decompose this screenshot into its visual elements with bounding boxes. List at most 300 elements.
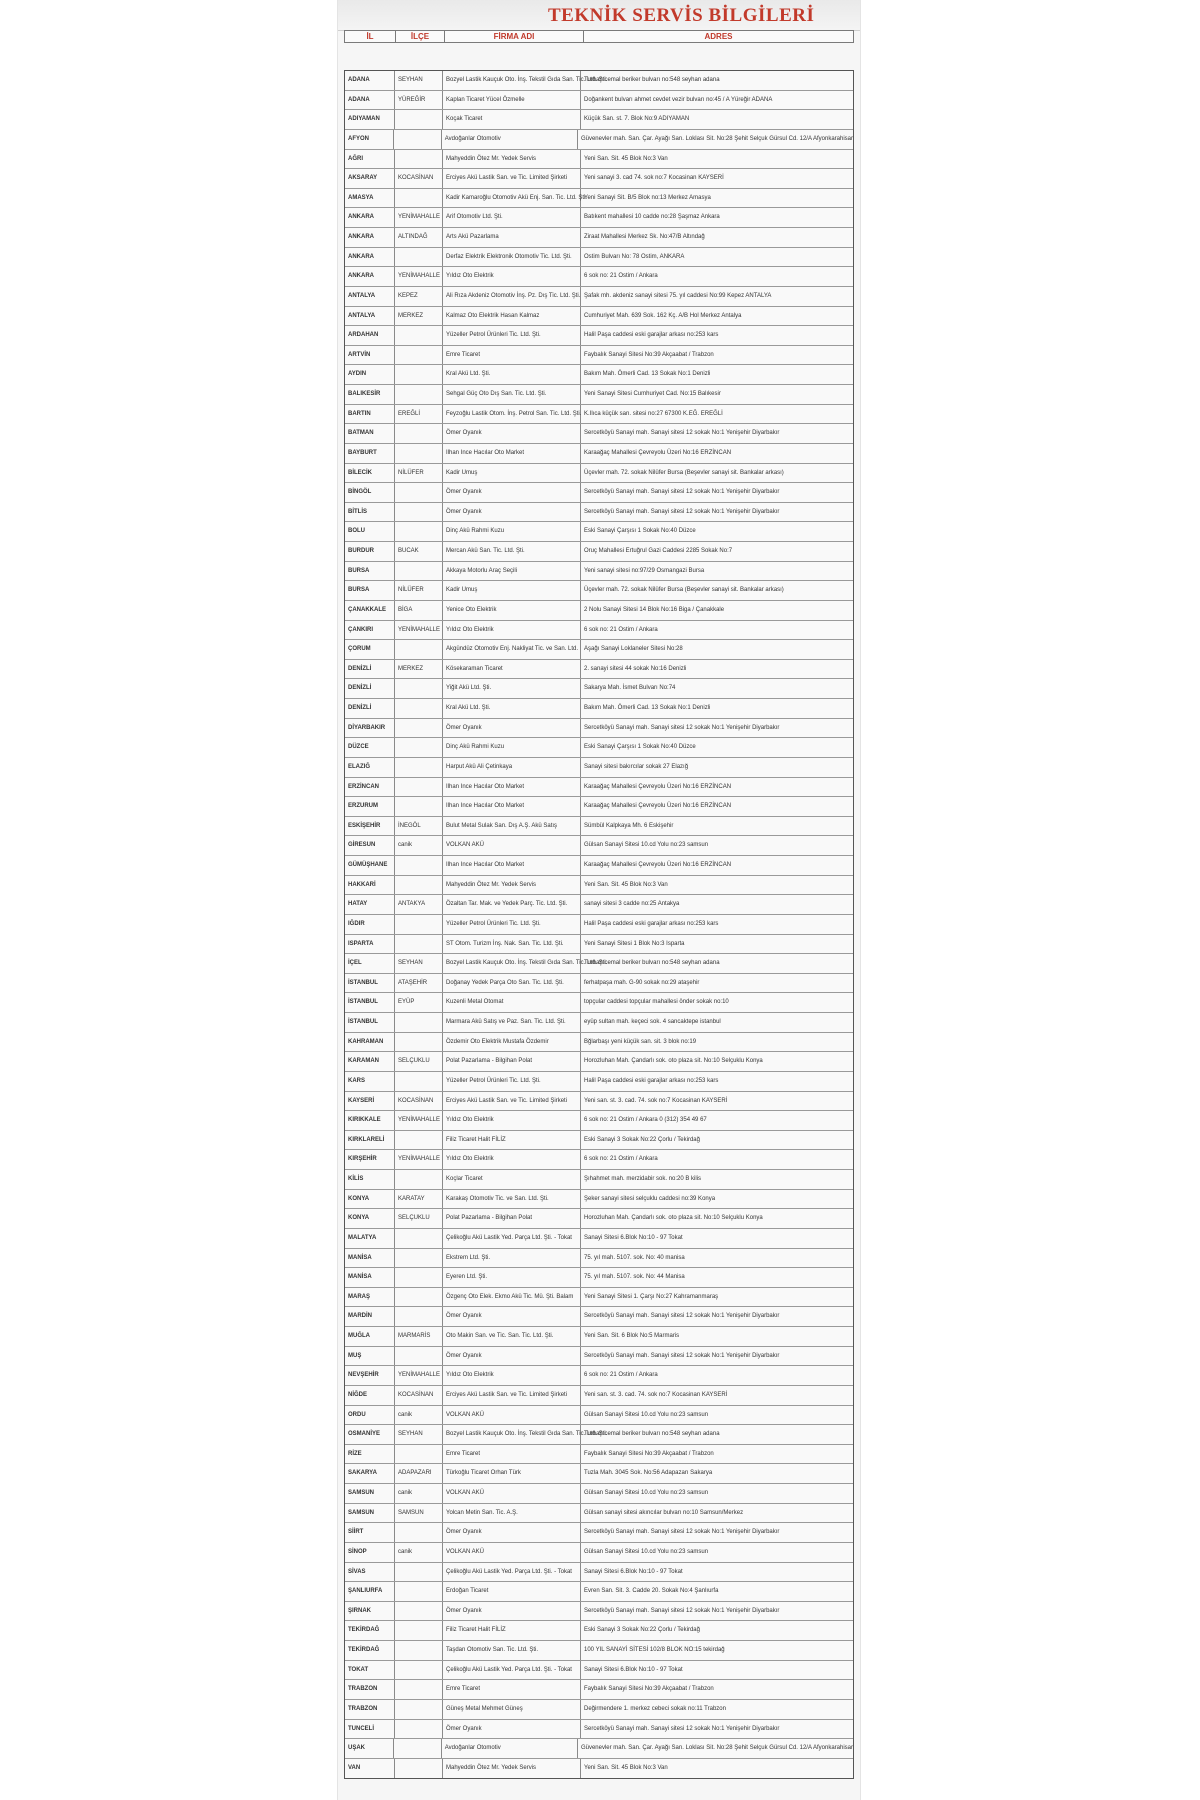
- table-row: [345, 542, 853, 562]
- cell-ilce: ALTINDAĞ: [395, 228, 443, 247]
- cell-firma-adi: Emre Ticaret: [443, 1445, 581, 1464]
- cell-il: GÜMÜŞHANE: [345, 856, 395, 875]
- cell-adres: Yeni Sanayi Sitesi Cumhuriyet Cad. No:15 Balıkesir: [584, 391, 721, 397]
- table-row: [345, 287, 853, 307]
- cell-ilce: [395, 1072, 443, 1091]
- cell-il: HAKKARİ: [345, 876, 395, 895]
- cell-adres: Şeker sanayi sitesi selçuklu caddesi no:39 Konya: [584, 1195, 716, 1202]
- cell-adres: Oruç Mahallesi Ertuğrul Gazi Caddesi 2285 Sokak No:7: [584, 548, 733, 554]
- cell-il: SİNOP: [345, 1543, 395, 1562]
- cell-ilce: [395, 797, 443, 816]
- cell-firma-adi: Polat Pazarlama - Bilgihan Polat: [443, 1209, 581, 1228]
- cell-adres: Değirmendere 1. merkez cebeci sokak no:11 Trabzon: [584, 1705, 726, 1712]
- cell-adres: Yeni Sanayi Sitesi 1. Çarşı No:27 Kahramanmaraş: [584, 1293, 719, 1300]
- table-row: [345, 1386, 853, 1406]
- cell-il: MALATYA: [345, 1229, 395, 1248]
- cell-adres: Bakım Mah. Ömerli Cad. 13 Sokak No:1 Denizli: [584, 371, 711, 378]
- cell-ilce: canik: [395, 1406, 443, 1425]
- cell-ilce: [395, 679, 443, 698]
- cell-ilce: [395, 424, 443, 443]
- cell-adres: Sercetköyü Sanayi mah. Sanayi sitesi 12 sokak No:1 Yenişehir Diyarbakır: [584, 508, 780, 515]
- cell-ilce: canik: [395, 1543, 443, 1562]
- cell-il: DİYARBAKIR: [345, 719, 395, 738]
- cell-firma-adi: Arts Akü Pazarlama: [443, 228, 581, 247]
- cell-firma-adi: Akkaya Motorlu Araç Seçili: [443, 562, 581, 581]
- cell-firma-adi: Ömer Oyanık: [443, 483, 581, 502]
- cell-il: KONYA: [345, 1209, 395, 1228]
- cell-adres: Aşağı Sanayi Loklaneler Sitesi No:28: [584, 646, 683, 653]
- cell-adres: Tuzla Mah. 3045 Sok. No:56 Adapazarı Sakarya: [584, 1470, 713, 1477]
- table-row: [345, 1072, 853, 1092]
- table-row: [345, 1621, 853, 1641]
- cell-firma-adi: Özgenç Oto Elek. Ekmo Akü Tic. Mü. Şti. Balam: [443, 1288, 581, 1307]
- cell-ilce: [395, 915, 443, 934]
- cell-firma-adi: Doğanay Yedek Parça Oto San. Tic. Ltd. Şti.: [443, 974, 581, 993]
- cell-adres: Gülsan sanayi sitesi akıncılar bulvarı no:10 Samsun/Merkez: [584, 1509, 744, 1516]
- cell-firma-adi: VOLKAN AKÜ: [443, 1543, 581, 1562]
- table-row: [345, 1661, 853, 1681]
- cell-firma-adi: Erciyes Akü Lastik San. ve Tic. Limited Şirketi: [443, 1092, 581, 1111]
- table-row: [345, 935, 853, 955]
- cell-adres: Turhan cemal beriker bulvarı no:548 seyhan adana: [584, 960, 720, 967]
- table-row: [345, 71, 853, 91]
- cell-firma-adi: Koçlar Ticaret: [443, 1170, 581, 1189]
- cell-firma-adi: Kral Akü Ltd. Şti.: [443, 699, 581, 718]
- cell-adres: Ziraat Mahallesi Merkez Sk. No:47/B Altındağ: [584, 234, 705, 240]
- table-row: [345, 444, 853, 464]
- cell-adres: Yeni San. Sit. 45 Blok No:3 Van: [584, 881, 668, 888]
- cell-firma-adi: Bozyel Lastik Kauçuk Oto. İnş. Tekstil Gıda San. Tic. Ltd. Şti.: [443, 954, 581, 973]
- table-row: [345, 1582, 853, 1602]
- cell-il: MUŞ: [345, 1347, 395, 1366]
- cell-ilce: ATAŞEHİR: [395, 974, 443, 993]
- table-row: [345, 110, 853, 130]
- cell-firma-adi: Akgündüz Otomotiv Enj. Nakliyat Tic. ve San. Ltd.: [443, 640, 581, 659]
- cell-adres: topçular caddesi topçular mahallesi önder sokak no:10: [584, 999, 729, 1006]
- table-row: [345, 1052, 853, 1072]
- cell-adres: Horozluhan Mah. Çandarlı sok. oto plaza sit. No:10 Selçuklu Konya: [584, 1215, 763, 1222]
- table-row: [345, 1641, 853, 1661]
- cell-firma-adi: Filiz Ticaret Halit FİLİZ: [443, 1621, 581, 1640]
- table-row: [345, 915, 853, 935]
- cell-adres: 100 YIL SANAYİ SİTESİ 102/8 BLOK NO:15 tekirdağ: [584, 1647, 725, 1653]
- table-row: [345, 1366, 853, 1386]
- cell-firma-adi: Çelikoğlu Akü Lastik Yed. Parça Ltd. Şti. - Tokat: [443, 1661, 581, 1680]
- cell-il: TEKİRDAĞ: [345, 1621, 395, 1640]
- cell-il: ÇANAKKALE: [345, 601, 395, 620]
- table-row: [345, 1720, 853, 1740]
- cell-adres: Sercetköyü Sanayi mah. Sanayi sitesi 12 sokak No:1 Yenişehir Diyarbakır: [584, 1725, 780, 1732]
- cell-ilce: [395, 738, 443, 757]
- cell-adres: Sanayi sitesi bakırcılar sokak 27 Elazığ: [584, 763, 689, 770]
- cell-adres: Eski Sanayi Çarşısı 1 Sokak No:40 Düzce: [584, 528, 696, 535]
- cell-ilce: [395, 876, 443, 895]
- table-row: [345, 699, 853, 719]
- cell-il: NİĞDE: [345, 1386, 395, 1405]
- cell-adres: Faybalık Sanayi Sitesi No:39 Akçaabat / Trabzon: [584, 351, 714, 358]
- cell-ilce: NİLÜFER: [395, 464, 443, 483]
- cell-adres: Sakarya Mah. İsmet Bulvarı No:74: [584, 685, 676, 692]
- cell-ilce: ADAPAZARI: [395, 1464, 443, 1483]
- cell-firma-adi: Yiğit Akü Ltd. Şti.: [443, 679, 581, 698]
- cell-il: ORDU: [345, 1406, 395, 1425]
- table-row: [345, 1111, 853, 1131]
- cell-il: ANKARA: [345, 267, 395, 286]
- cell-adres: K.Ilıca küçük san. sitesi no:27 67300 K.EĞ. EREĞLİ: [584, 410, 723, 417]
- cell-il: BURSA: [345, 562, 395, 581]
- cell-adres: sanayi sitesi 3 cadde no:25 Antakya: [584, 901, 680, 908]
- cell-firma-adi: Yıldız Oto Elektrik: [443, 1366, 581, 1385]
- cell-il: BARTIN: [345, 405, 395, 424]
- cell-il: BURDUR: [345, 542, 395, 561]
- cell-firma-adi: Yüzeller Petrol Ürünleri Tic. Ltd. Şti.: [443, 915, 581, 934]
- cell-il: TRABZON: [345, 1680, 395, 1699]
- cell-firma-adi: Ilhan Ince Hacılar Oto Market: [443, 856, 581, 875]
- table-row: [345, 817, 853, 837]
- cell-il: MARAŞ: [345, 1288, 395, 1307]
- table-row: [345, 1523, 853, 1543]
- table-row: [345, 522, 853, 542]
- cell-ilce: [395, 1033, 443, 1052]
- cell-firma-adi: Ilhan Ince Hacılar Oto Market: [443, 444, 581, 463]
- table-row: [345, 778, 853, 798]
- table-row: [345, 1131, 853, 1151]
- cell-firma-adi: Erdoğan Ticaret: [443, 1582, 581, 1601]
- cell-adres: Doğankent bulvarı ahmet cevdet vezir bulvarı no:45 / A Yüreğir ADANA: [584, 96, 773, 103]
- cell-il: ÇANKIRI: [345, 621, 395, 640]
- cell-firma-adi: Yenice Oto Elektrik: [443, 601, 581, 620]
- table-row: [345, 91, 853, 111]
- document-sheet: [338, 0, 860, 1800]
- header-ilce: İLÇE: [396, 31, 445, 42]
- cell-firma-adi: Avdoğanlar Otomotiv: [442, 130, 578, 149]
- table-row: [345, 1406, 853, 1426]
- cell-firma-adi: VOLKAN AKÜ: [443, 1484, 581, 1503]
- cell-il: TEKİRDAĞ: [345, 1641, 395, 1660]
- cell-adres: ferhatpaşa mah. G-90 sokak no:29 ataşehir: [584, 979, 700, 986]
- cell-il: DENİZLİ: [345, 699, 395, 718]
- cell-il: BURSA: [345, 581, 395, 600]
- cell-adres: Şıhahmet mah. merzidabir sok. no:20 B kilis: [584, 1176, 702, 1182]
- cell-adres: Turhan cemal beriker bulvarı no:548 seyhan adana: [584, 77, 720, 83]
- cell-ilce: YENİMAHALLE: [395, 267, 443, 286]
- cell-il: SİVAS: [345, 1563, 395, 1582]
- cell-adres: 6 sok no: 21 Ostim / Ankara: [584, 1156, 658, 1163]
- cell-ilce: BİGA: [395, 601, 443, 620]
- cell-il: ERZİNCAN: [345, 778, 395, 797]
- service-table: [344, 70, 854, 1779]
- cell-ilce: [395, 1288, 443, 1307]
- cell-il: TUNCELİ: [345, 1720, 395, 1739]
- cell-firma-adi: Derfaz Elektrik Elektronik Otomotiv Tic. Ltd. Şti.: [443, 248, 581, 267]
- table-row: [345, 1013, 853, 1033]
- cell-ilce: [395, 1131, 443, 1150]
- table-row: [345, 346, 853, 366]
- cell-firma-adi: Koçak Ticaret: [443, 110, 581, 129]
- header-firma-adi: FİRMA ADI: [445, 31, 584, 42]
- cell-il: ŞIRNAK: [345, 1602, 395, 1621]
- table-row: [345, 895, 853, 915]
- cell-ilce: KARATAY: [395, 1190, 443, 1209]
- table-row: [345, 326, 853, 346]
- cell-firma-adi: Kadir Umuş: [443, 581, 581, 600]
- cell-il: BATMAN: [345, 424, 395, 443]
- table-row: [345, 1209, 853, 1229]
- cell-il: ARTVİN: [345, 346, 395, 365]
- table-row: [345, 954, 853, 974]
- cell-firma-adi: Eyeren Ltd. Şti.: [443, 1268, 581, 1287]
- cell-firma-adi: Yıldız Oto Elektrik: [443, 1150, 581, 1169]
- cell-il: BOLU: [345, 522, 395, 541]
- cell-adres: Faybalık Sanayi Sitesi No:39 Akçaabat / Trabzon: [584, 1686, 714, 1693]
- cell-firma-adi: Özaltan Tar. Mak. ve Yedek Parç. Tic. Ltd. Şti.: [443, 895, 581, 914]
- cell-firma-adi: Güneş Metal Mehmet Güneş: [443, 1700, 581, 1719]
- table-row: [345, 483, 853, 503]
- cell-ilce: [395, 719, 443, 738]
- cell-il: ISPARTA: [345, 935, 395, 954]
- cell-il: KONYA: [345, 1190, 395, 1209]
- cell-il: MANİSA: [345, 1249, 395, 1268]
- cell-il: TRABZON: [345, 1700, 395, 1719]
- cell-il: SİİRT: [345, 1523, 395, 1542]
- cell-il: AĞRI: [345, 150, 395, 169]
- cell-adres: 6 sok no: 21 Ostim / Ankara: [584, 626, 658, 633]
- table-row: [345, 1504, 853, 1524]
- table-row: [345, 1249, 853, 1269]
- cell-firma-adi: Ali Rıza Akdeniz Otomotiv İnş. Pz. Dış Tic. Ltd. Şti.: [443, 287, 581, 306]
- cell-adres: Gülsan Sanayi Sitesi 10.cd Yolu no:23 samsun: [584, 842, 709, 849]
- cell-ilce: [395, 522, 443, 541]
- cell-adres: Yeni san. st. 3. cad. 74. sok no:7 Kocasinan KAYSERİ: [584, 1391, 728, 1398]
- cell-ilce: YENİMAHALLE: [395, 621, 443, 640]
- table-row: [345, 307, 853, 327]
- cell-firma-adi: Yüzeller Petrol Ürünleri Tic. Ltd. Şti.: [443, 1072, 581, 1091]
- cell-il: BİLECİK: [345, 464, 395, 483]
- cell-adres: 75. yıl mah. 5107. sok. No: 40 manisa: [584, 1254, 685, 1261]
- cell-firma-adi: Bulut Metal Sulak San. Dış A.Ş. Akü Satış: [443, 817, 581, 836]
- table-row: [345, 189, 853, 209]
- table-row: [345, 1445, 853, 1465]
- cell-firma-adi: Emre Ticaret: [443, 346, 581, 365]
- cell-firma-adi: Ömer Oyanık: [443, 1720, 581, 1739]
- cell-firma-adi: Yıldız Oto Elektrik: [443, 267, 581, 286]
- cell-ilce: [395, 326, 443, 345]
- cell-il: GİRESUN: [345, 836, 395, 855]
- cell-ilce: İNEGÖL: [395, 817, 443, 836]
- cell-ilce: [395, 189, 443, 208]
- cell-adres: Yeni San. Sit. 45 Blok No:3 Van: [584, 155, 668, 162]
- cell-ilce: YÜREĞİR: [395, 91, 443, 110]
- cell-ilce: [395, 1249, 443, 1268]
- cell-ilce: MARMARİS: [395, 1327, 443, 1346]
- cell-firma-adi: Ömer Oyanık: [443, 1347, 581, 1366]
- cell-firma-adi: Çelikoğlu Akü Lastik Yed. Parça Ltd. Şti. - Tokat: [443, 1563, 581, 1582]
- cell-il: SAMSUN: [345, 1484, 395, 1503]
- cell-firma-adi: Oto Makin San. ve Tic. San. Tic. Ltd. Şti.: [443, 1327, 581, 1346]
- cell-firma-adi: Erciyes Akü Lastik San. ve Tic. Limited Şirketi: [443, 1386, 581, 1405]
- cell-il: DENİZLİ: [345, 660, 395, 679]
- table-row: [345, 1190, 853, 1210]
- cell-ilce: [394, 1739, 441, 1758]
- cell-adres: Eski Sanayi 3 Sokak No:22 Çorlu / Tekirdağ: [584, 1136, 700, 1143]
- cell-ilce: [395, 1582, 443, 1601]
- cell-adres: Karaağaç Mahallesi Çevreyolu Üzeri No:16 ERZİNCAN: [584, 449, 732, 456]
- table-row: [345, 758, 853, 778]
- cell-adres: Bakım Mah. Ömerli Cad. 13 Sokak No:1 Denizli: [584, 705, 711, 711]
- table-row: [345, 248, 853, 268]
- cell-adres: Gülsan Sanayi Sitesi 10.cd Yolu no:23 samsun: [584, 1490, 709, 1496]
- cell-ilce: KOCASİNAN: [395, 169, 443, 188]
- cell-firma-adi: Yüzeller Petrol Ürünleri Tic. Ltd. Şti.: [443, 326, 581, 345]
- cell-firma-adi: Avdoğanlar Otomotiv: [442, 1739, 578, 1758]
- cell-ilce: SELÇUKLU: [395, 1209, 443, 1228]
- cell-firma-adi: VOLKAN AKÜ: [443, 1406, 581, 1425]
- table-row: [345, 1288, 853, 1308]
- cell-adres: Güvenevler mah. San. Çar. Ayağı San. Loklası Sit. No:28 Şehit Selçuk Gürsul Cd. 12/A Afyonkarahisar: [580, 1745, 853, 1752]
- cell-il: SAKARYA: [345, 1464, 395, 1483]
- cell-firma-adi: Türkoğlu Ticaret Orhan Türk: [443, 1464, 581, 1483]
- table-row: [345, 130, 853, 150]
- cell-adres: Güvenevler mah. San. Çar. Ayağı San. Loklası Sit. No:28 Şehit Selçuk Gürsul Cd. 12/A Afyonkarahisar: [580, 135, 853, 142]
- cell-il: ANKARA: [345, 208, 395, 227]
- table-header: [344, 30, 854, 43]
- cell-il: VAN: [345, 1759, 395, 1779]
- cell-il: ADANA: [345, 71, 395, 90]
- cell-il: AFYON: [345, 130, 394, 149]
- cell-ilce: [395, 699, 443, 718]
- cell-il: HATAY: [345, 895, 395, 914]
- cell-adres: eyüp sultan mah. keçeci sok. 4 sancaktepe istanbul: [584, 1019, 721, 1025]
- table-row: [345, 1680, 853, 1700]
- cell-ilce: KOCASİNAN: [395, 1092, 443, 1111]
- cell-il: ANTALYA: [345, 307, 395, 326]
- table-row: [345, 738, 853, 758]
- cell-ilce: [395, 1720, 443, 1739]
- cell-adres: Horozluhan Mah. Çandarlı sok. oto plaza sit. No:10 Selçuklu Konya: [584, 1058, 763, 1065]
- table-row: [345, 719, 853, 739]
- cell-firma-adi: Mahyeddin Ötez Mr. Yedek Servis: [443, 1759, 581, 1779]
- cell-il: BİTLİS: [345, 503, 395, 522]
- cell-adres: Yeni Sanayi Sit. B/5 Blok no:13 Merkez Amasya: [584, 194, 711, 201]
- cell-ilce: [395, 1523, 443, 1542]
- cell-firma-adi: Filiz Ticaret Halit FİLİZ: [443, 1131, 581, 1150]
- cell-firma-adi: Kalmaz Oto Elektrik Hasan Kalmaz: [443, 307, 581, 326]
- cell-firma-adi: Ömer Oyanık: [443, 1523, 581, 1542]
- cell-firma-adi: Taşdan Otomotiv San. Tic. Ltd. Şti.: [443, 1641, 581, 1660]
- cell-ilce: [395, 1013, 443, 1032]
- cell-ilce: NİLÜFER: [395, 581, 443, 600]
- cell-adres: Halil Paşa caddesi eski garajlar arkası no:253 kars: [584, 1077, 719, 1084]
- cell-adres: Sercetköyü Sanayi mah. Sanayi sitesi 12 sokak No:1 Yenişehir Diyarbakır: [584, 1352, 780, 1359]
- cell-il: SAMSUN: [345, 1504, 395, 1523]
- cell-ilce: [395, 1700, 443, 1719]
- cell-adres: Sanayi Sitesi 6.Blok No:10 - 97 Tokat: [584, 1568, 683, 1575]
- table-row: [345, 169, 853, 189]
- cell-adres: 75. yıl mah. 5107. sok. No: 44 Manisa: [584, 1274, 685, 1281]
- cell-il: MANİSA: [345, 1268, 395, 1287]
- cell-il: IĞDIR: [345, 915, 395, 934]
- cell-adres: Turhan cemal beriker bulvarı no:548 seyhan adana: [584, 1431, 720, 1438]
- cell-adres: 6 sok no: 21 Ostim / Ankara: [584, 273, 658, 280]
- cell-il: BAYBURT: [345, 444, 395, 463]
- cell-firma-adi: Bozyel Lastik Kauçuk Oto. İnş. Tekstil Gıda San. Tic. Ltd. Şti.: [443, 1425, 581, 1444]
- cell-ilce: [395, 365, 443, 384]
- table-row: [345, 797, 853, 817]
- cell-il: KİLİS: [345, 1170, 395, 1189]
- cell-ilce: ANTAKYA: [395, 895, 443, 914]
- table-row: [345, 1229, 853, 1249]
- cell-firma-adi: Ömer Oyanık: [443, 1307, 581, 1326]
- cell-adres: Yeni San. Sit. 6 Blok No:5 Marmaris: [584, 1333, 680, 1339]
- table-row: [345, 621, 853, 641]
- cell-adres: Karaağaç Mahallesi Çevreyolu Üzeri No:16 ERZİNCAN: [584, 862, 732, 868]
- table-row: [345, 405, 853, 425]
- cell-ilce: [395, 346, 443, 365]
- cell-firma-adi: Harput Akü Ali Çetinkaya: [443, 758, 581, 777]
- cell-il: İSTANBUL: [345, 1013, 395, 1032]
- cell-il: ERZURUM: [345, 797, 395, 816]
- table-row: [345, 1170, 853, 1190]
- table-row: [345, 1327, 853, 1347]
- cell-il: ÇORUM: [345, 640, 395, 659]
- cell-il: ANKARA: [345, 228, 395, 247]
- cell-il: KIRIKKALE: [345, 1111, 395, 1130]
- cell-adres: Sercetköyü Sanayi mah. Sanayi sitesi 12 sokak No:1 Yenişehir Diyarbakır: [584, 1313, 780, 1320]
- cell-firma-adi: Arif Otomotiv Ltd. Şti.: [443, 208, 581, 227]
- table-row: [345, 1700, 853, 1720]
- cell-firma-adi: Yıldız Oto Elektrik: [443, 621, 581, 640]
- cell-firma-adi: Kösekaraman Ticaret: [443, 660, 581, 679]
- cell-ilce: [395, 1661, 443, 1680]
- table-row: [345, 1759, 853, 1779]
- table-row: [345, 424, 853, 444]
- table-row: [345, 385, 853, 405]
- cell-adres: Halil Paşa caddesi eski garajlar arkası no:253 kars: [584, 332, 719, 339]
- cell-il: ARDAHAN: [345, 326, 395, 345]
- cell-il: NEVŞEHİR: [345, 1366, 395, 1385]
- cell-firma-adi: Ömer Oyanık: [443, 503, 581, 522]
- cell-firma-adi: Yolcan Metin San. Tic. A.Ş.: [443, 1504, 581, 1523]
- cell-firma-adi: Emre Ticaret: [443, 1680, 581, 1699]
- cell-ilce: [395, 1170, 443, 1189]
- cell-ilce: MERKEZ: [395, 307, 443, 326]
- cell-adres: Sercetköyü Sanayi mah. Sanayi sitesi 12 sokak No:1 Yenişehir Diyarbakır: [584, 1529, 780, 1536]
- cell-il: BALIKESİR: [345, 385, 395, 404]
- table-row: [345, 365, 853, 385]
- cell-il: İSTANBUL: [345, 993, 395, 1012]
- cell-il: ADANA: [345, 91, 395, 110]
- cell-adres: Yeni San. Sit. 45 Blok No:3 Van: [584, 1764, 668, 1771]
- cell-il: KIRŞEHİR: [345, 1150, 395, 1169]
- cell-adres: Sercetköyü Sanayi mah. Sanayi sitesi 12 sokak No:1 Yenişehir Diyarbakır: [584, 489, 780, 496]
- cell-firma-adi: Mercan Akü San. Tic. Ltd. Şti.: [443, 542, 581, 561]
- cell-ilce: [395, 935, 443, 954]
- cell-ilce: [395, 1621, 443, 1640]
- table-row: [345, 150, 853, 170]
- cell-ilce: MERKEZ: [395, 660, 443, 679]
- table-row: [345, 1347, 853, 1367]
- header-il: İL: [345, 31, 396, 42]
- table-row: [345, 562, 853, 582]
- cell-ilce: [394, 130, 441, 149]
- cell-adres: Eski Sanayi Çarşısı 1 Sokak No:40 Düzce: [584, 744, 696, 751]
- cell-firma-adi: Marmara Akü Satış ve Paz. San. Tic. Ltd. Şti.: [443, 1013, 581, 1032]
- cell-adres: 2. sanayi sitesi 44 sokak No:16 Denizli: [584, 665, 687, 672]
- cell-il: MUĞLA: [345, 1327, 395, 1346]
- table-row: [345, 228, 853, 248]
- cell-ilce: [395, 1307, 443, 1326]
- cell-ilce: [395, 758, 443, 777]
